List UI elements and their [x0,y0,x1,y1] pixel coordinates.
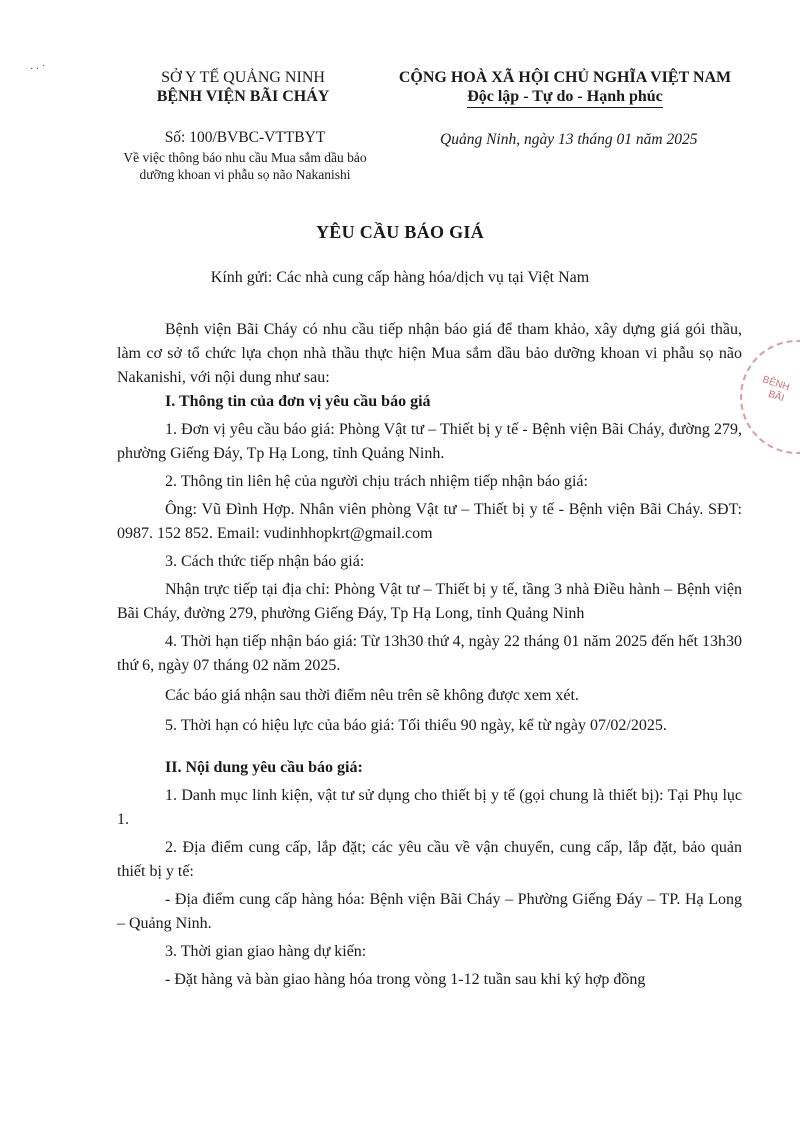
section-1-item-3-detail: Nhận trực tiếp tại địa chỉ: Phòng Vật tư – Thiết bị y tế, tầng 3 nhà Điều hành – Bệnh viện Bãi Cháy, đường 279, phường Giếng Đáy, Tp Hạ Long, tỉnh Quảng Ninh [117,581,742,622]
section-1-item-2: 2. Thông tin liên hệ của người chịu trách nhiệm tiếp nhận báo giá: [165,473,588,490]
section-1-item-1: 1. Đơn vị yêu cầu báo giá: Phòng Vật tư – Thiết bị y tế - Bệnh viện Bãi Cháy, đường 279, phường Giếng Đáy, Tp Hạ Long, tỉnh Quảng Ninh. [117,421,742,462]
issuer-block [118,68,368,106]
country-name: CỘNG HOÀ XÃ HỘI CHỦ NGHĨA VIỆT NAM [398,69,732,86]
stamp-text-line-2: BÃI [766,388,786,405]
national-motto: Độc lập - Tự do - Hạnh phúc [467,87,663,108]
section-1-item-4-note: Các báo giá nhận sau thời điểm nêu trên sẽ không được xem xét. [165,687,579,704]
subject-line [85,149,405,183]
national-header [375,68,755,108]
section-1-item-4: 4. Thời hạn tiếp nhận báo giá: Từ 13h30 thứ 4, ngày 22 tháng 01 năm 2025 đến hết 13h30 thứ 6, ngày 07 tháng 02 năm 2025. [117,633,742,674]
section-2-item-2: 2. Địa điểm cung cấp, lắp đặt; các yêu cầu về vận chuyển, cung cấp, lắp đặt, bảo quản thiết bị y tế: [117,839,742,880]
document-title: YÊU CẦU BÁO GIÁ [315,222,484,242]
section-1-item-2-detail: Ông: Vũ Đình Hợp. Nhân viên phòng Vật tư – Thiết bị y tế - Bệnh viện Bãi Cháy. SĐT: 0987. 152 852. Email: vudinhhopkrt@gmail.com [117,501,742,542]
reference-number: Số: 100/BVBC-VTTBYT [164,129,326,146]
reference-block [85,129,405,183]
recipient-line: Kính gửi: Các nhà cung cấp hàng hóa/dịch vụ tại Việt Nam [210,269,590,286]
subject-line-1: Về việc thông báo nhu cầu Mua sắm dầu bảo [123,150,367,165]
section-1-item-5: 5. Thời hạn có hiệu lực của báo giá: Tối thiểu 90 ngày, kể từ ngày 07/02/2025. [165,717,667,734]
section-2-item-2-detail: - Địa điểm cung cấp hàng hóa: Bệnh viện Bãi Cháy – Phường Giếng Đáy – TP. Hạ Long – Quảng Ninh. [117,891,742,932]
stamp-text-line-1: BỆNH [760,374,791,394]
section-1-heading: I. Thông tin của đơn vị yêu cầu báo giá [165,393,431,410]
section-2-heading: II. Nội dung yêu cầu báo giá: [165,759,363,776]
section-2-item-3: 3. Thời gian giao hàng dự kiến: [165,943,367,960]
section-2-item-1: 1. Danh mục linh kiện, vật tư sử dụng cho thiết bị y tế (gọi chung là thiết bị): Tại Phụ lục 1. [117,787,742,828]
subject-line-2: dưỡng khoan vi phẫu sọ não Nakanishi [139,167,351,182]
scan-marks: · · ˙ [30,64,45,75]
department-name: SỞ Y TẾ QUẢNG NINH [161,69,325,86]
intro-paragraph: Bệnh viện Bãi Cháy có nhu cầu tiếp nhận báo giá để tham khảo, xây dựng giá gói thầu, làm cơ sở tổ chức lựa chọn nhà thầu thực hiện Mua sắm dầu bảo dưỡng khoan vi phẫu sọ não Nakanishi, với nội dung như sau: [117,321,742,386]
section-2-item-3-detail: - Đặt hàng và bàn giao hàng hóa trong vòng 1-12 tuần sau khi ký hợp đồng [165,971,646,988]
section-1-item-3: 3. Cách thức tiếp nhận báo giá: [165,553,365,570]
document-body [117,318,742,992]
document-date: Quảng Ninh, ngày 13 tháng 01 năm 2025 [440,131,698,148]
hospital-name: BỆNH VIỆN BÃI CHÁY [156,88,330,105]
